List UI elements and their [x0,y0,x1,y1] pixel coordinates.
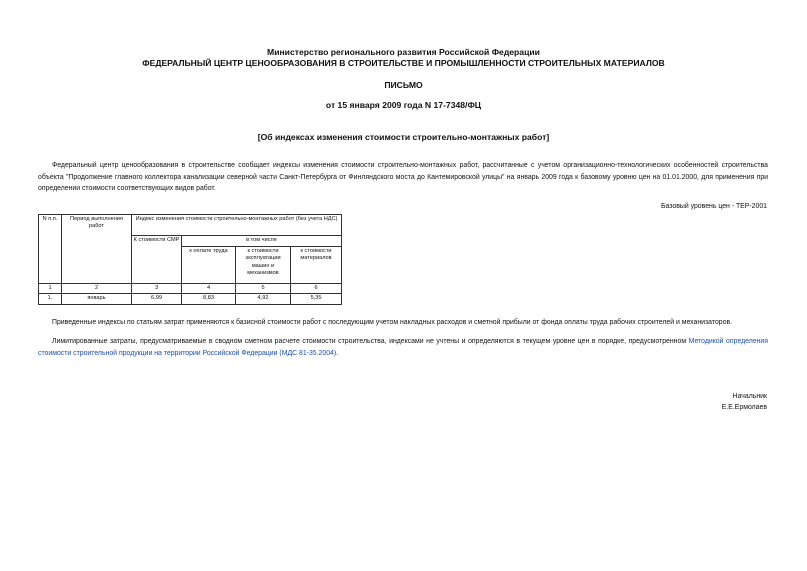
signatory-name: Е.Е.Ермолаев [721,404,767,411]
header-labor: к оплате труда [182,247,236,284]
header-smr: К стоимости СМР [132,236,182,284]
row-smr-index: 6,99 [132,294,182,305]
base-price-level: Базовый уровень цен - ТЕР-2001 [661,203,767,210]
column-number: 6 [291,284,342,294]
index-table [38,214,342,305]
row-number: 1. [39,294,62,305]
signature-block [722,391,767,413]
document-subject: [Об индексах изменения стоимости строительно-монтажных работ] [257,132,550,142]
table-row [39,294,342,305]
document-type: ПИСЬМО [384,80,423,90]
limits-paragraph-end: . [336,349,339,357]
intro-paragraph: Федеральный центр ценообразования в строительстве сообщает индексы изменения стоимости строительно-монтажных работ, рассчитанные с учетом организационно-технологических особенностей строительства объекта "Продолжение главного коллектора канализации северной части Санкт-Петербурга от Финляндского моста до Кантемировской улицы" на январь 2009 года к базовому уровню цен на 01.01.2000, для применения при определении стоимости соответствующих видов работ. [38,162,768,192]
header-index: Индекс изменения стоимости строительно-монтажных работ (без учета НДС) [132,215,342,236]
column-number: 1 [39,284,62,294]
row-machines-index: 4,92 [236,294,291,305]
limits-paragraph [38,336,768,359]
row-materials-index: 5,35 [291,294,342,305]
header-materials: к стоимости материалов [291,247,342,284]
column-number: 4 [182,284,236,294]
ministry-name: Министерство регионального развития Российской Федерации [267,47,540,57]
document-date: от 15 января 2009 года N 17-7348/ФЦ [325,100,482,110]
signatory-title: Начальник [732,393,767,400]
row-labor-index: 8,83 [182,294,236,305]
header-period: Период выполнения работ [62,215,132,284]
methodology-link[interactable]: Методикой определения стоимости строительной продукции на территории Российской Федерации (МДС 81-35.2004) [38,338,769,357]
row-period: январь [62,294,132,305]
column-number: 5 [236,284,291,294]
header-machines: к стоимости эксплуатации машин и механизмов [236,247,291,284]
costs-paragraph: Приведенные индексы по статьям затрат применяются к базисной стоимости работ с последующим учетом накладных расходов и сметной прибыли от фонда оплаты труда рабочих строителей и механизаторов. [52,319,733,326]
column-number: 2 [62,284,132,294]
limits-paragraph-text: Лимитированные затраты, предусматриваемые в сводном сметном расчете стоимости строительства, индексами не учтены и определяются в текущем уровне цен в порядке, предусмотренном [52,338,689,345]
header-number: N п.п. [39,215,62,284]
column-number: 3 [132,284,182,294]
center-name: ФЕДЕРАЛЬНЫЙ ЦЕНТР ЦЕНООБРАЗОВАНИЯ В СТРОИТЕЛЬСТВЕ И ПРОМЫШЛЕННОСТИ СТРОИТЕЛЬНЫХ МАТЕРИАЛОВ [142,58,665,68]
header-including: в том числе [182,236,342,247]
